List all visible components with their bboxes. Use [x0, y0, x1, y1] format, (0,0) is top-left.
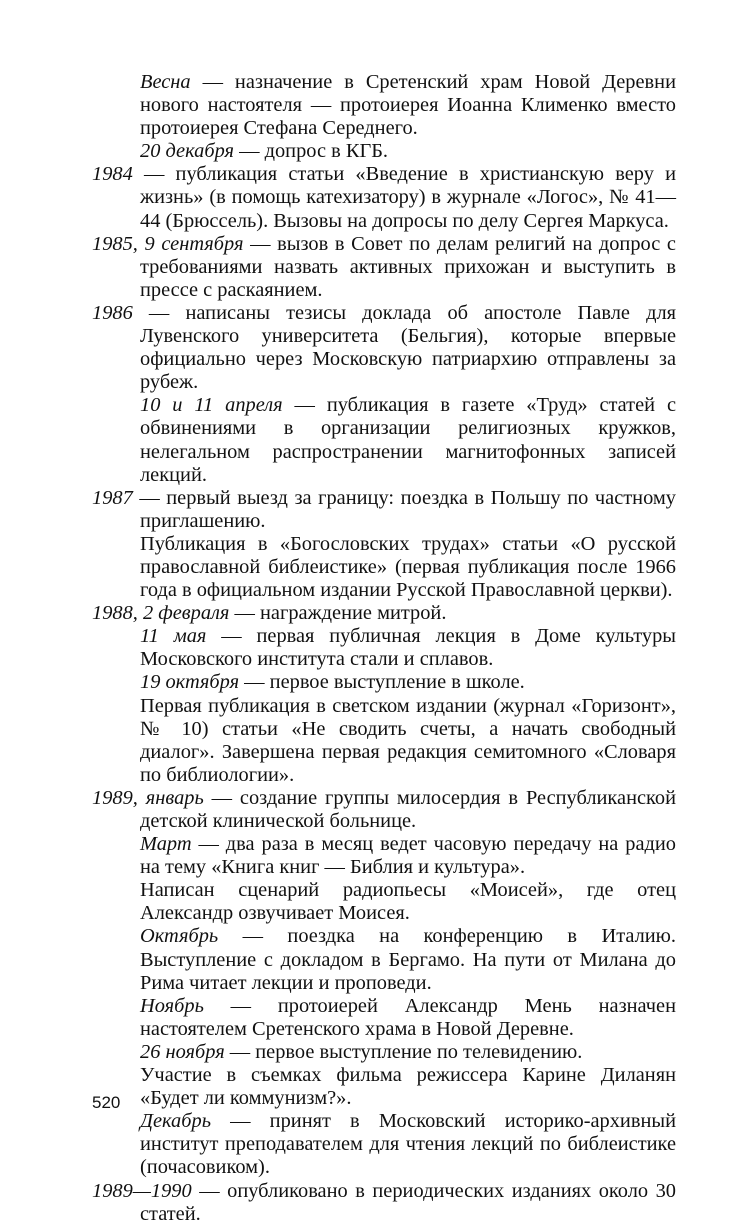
chronology-entry	[92, 1180, 676, 1226]
entry-date: 19 октября	[140, 671, 240, 694]
entry-date: Октябрь	[140, 925, 219, 948]
entry-text: — принят в Московский историко-архивный институт преподавателем для чтения лекций по библеистике (почасовиком).	[140, 1110, 676, 1179]
chronology-entry	[92, 233, 676, 302]
chronology-list	[92, 71, 676, 1226]
entry-paragraph	[92, 625, 676, 671]
entry-heading-paragraph	[92, 302, 676, 394]
entry-date: Ноябрь	[140, 994, 204, 1017]
entry-heading-paragraph	[92, 487, 676, 533]
entry-date: 11 мая	[140, 625, 207, 648]
entry-paragraph	[92, 925, 676, 994]
entry-date: 26 ноября	[140, 1040, 225, 1063]
entry-text: — публикация в газете «Труд» статей с обвинениями в организации религиозных кружков, нелегальном распространении магнитофонных записей лекций.	[140, 394, 676, 486]
entry-paragraph	[92, 879, 676, 925]
entry-heading-paragraph	[92, 787, 676, 833]
entry-text: — опубликовано в периодических изданиях около 30 статей.	[140, 1179, 676, 1225]
entry-heading-paragraph	[92, 163, 676, 232]
entry-date: Декабрь	[140, 1110, 211, 1133]
entry-heading-paragraph	[92, 1180, 676, 1226]
entry-paragraph	[92, 394, 676, 486]
entry-text: — первый выезд за границу: поездка в Польшу по частному приглашению.	[132, 486, 676, 532]
page-number: 520	[92, 1093, 121, 1112]
entry-paragraph	[92, 533, 676, 602]
entry-date: Весна	[140, 71, 191, 93]
entry-paragraph	[92, 995, 676, 1041]
entry-text: — первая публичная лекция в Доме культуры Московского института стали и сплавов.	[140, 625, 676, 671]
entry-year: 1986	[92, 301, 133, 324]
entry-text: — поездка на конференцию в Италию. Выступление с докладом в Бергамо. На пути от Милана до Рима читает лекции и проповеди.	[140, 925, 676, 994]
entry-year: 1987	[92, 486, 133, 509]
entry-paragraph	[92, 695, 676, 787]
chronology-entry	[92, 302, 676, 487]
entry-date: Март	[140, 833, 192, 856]
entry-paragraph	[92, 1064, 676, 1110]
entry-paragraph	[92, 671, 676, 694]
entry-heading-paragraph	[92, 233, 676, 302]
entry-text: — первое выступление по телевидению.	[224, 1040, 583, 1063]
entry-text: — написаны тезисы доклада об апостоле Павле для Лувенского университета (Бельгия), которые впервые официально через Московскую патриархию отправлены за рубеж.	[132, 301, 676, 394]
entry-text: Публикация в «Богословских трудах» статьи «О русской православной библеистике» (первая публикация после 1966 года в официальном издании Русской Православной церкви).	[140, 532, 676, 602]
entry-text: Первая публикация в светском издании (журнал «Горизонт», № 10) статьи «Не сводить счеты, а начать свободный диалог». Завершена первая редакция семитомного «Словаря по библиологии».	[140, 694, 676, 786]
entry-year: 1988, 2 февраля	[92, 602, 230, 625]
entry-date: 10 и 11 апреля	[140, 394, 283, 417]
entry-year: 1984	[92, 163, 133, 186]
entry-text: — допрос в КГБ.	[234, 140, 389, 163]
entry-heading-paragraph	[92, 602, 676, 625]
chronology-entry	[92, 71, 676, 163]
entry-paragraph	[92, 71, 676, 140]
entry-text: — публикация статьи «Введение в христианскую веру и жизнь» (в помощь катехизатору) в журнале «Логос», № 41—44 (Брюссель). Вызовы на допросы по делу Сергея Маркуса.	[132, 163, 676, 232]
entry-text: — два раза в месяц ведет часовую передачу на радио на тему «Книга книг — Библия и культура».	[140, 833, 676, 879]
entry-text: Написан сценарий радиопьесы «Моисей», где отец Александр озвучивает Моисея.	[140, 879, 676, 925]
entry-paragraph	[92, 1110, 676, 1179]
chronology-entry	[92, 787, 676, 1180]
entry-text: — протоиерей Александр Мень назначен настоятелем Сретенского храма в Новой Деревне.	[140, 994, 676, 1040]
entry-text: — назначение в Сретенский храм Новой Деревни нового настоятеля — протоиерея Иоанна Клименко вместо протоиерея Стефана Середнего.	[140, 71, 676, 140]
chronology-entry	[92, 163, 676, 232]
entry-date: 20 декабря	[140, 140, 234, 163]
entry-paragraph	[92, 140, 676, 163]
entry-text: — награждение митрой.	[229, 602, 447, 625]
entry-paragraph	[92, 1041, 676, 1064]
entry-year: 1989, январь	[92, 786, 204, 809]
entry-year: 1985, 9 сентября	[92, 232, 244, 255]
entry-text: — первое выступление в школе.	[239, 671, 525, 694]
entry-year: 1989—1990	[92, 1179, 192, 1202]
entry-text: Участие в съемках фильма режиссера Карине Диланян «Будет ли коммунизм?».	[140, 1064, 676, 1110]
entry-paragraph	[92, 833, 676, 879]
entry-text: — создание группы милосердия в Республиканской детской клинической больнице.	[140, 786, 677, 832]
chronology-entry	[92, 602, 676, 787]
entry-text: — вызов в Совет по делам религий на допрос с требованиями назвать активных прихожан и выступить в прессе с раскаянием.	[140, 232, 676, 301]
chronology-entry	[92, 487, 676, 602]
